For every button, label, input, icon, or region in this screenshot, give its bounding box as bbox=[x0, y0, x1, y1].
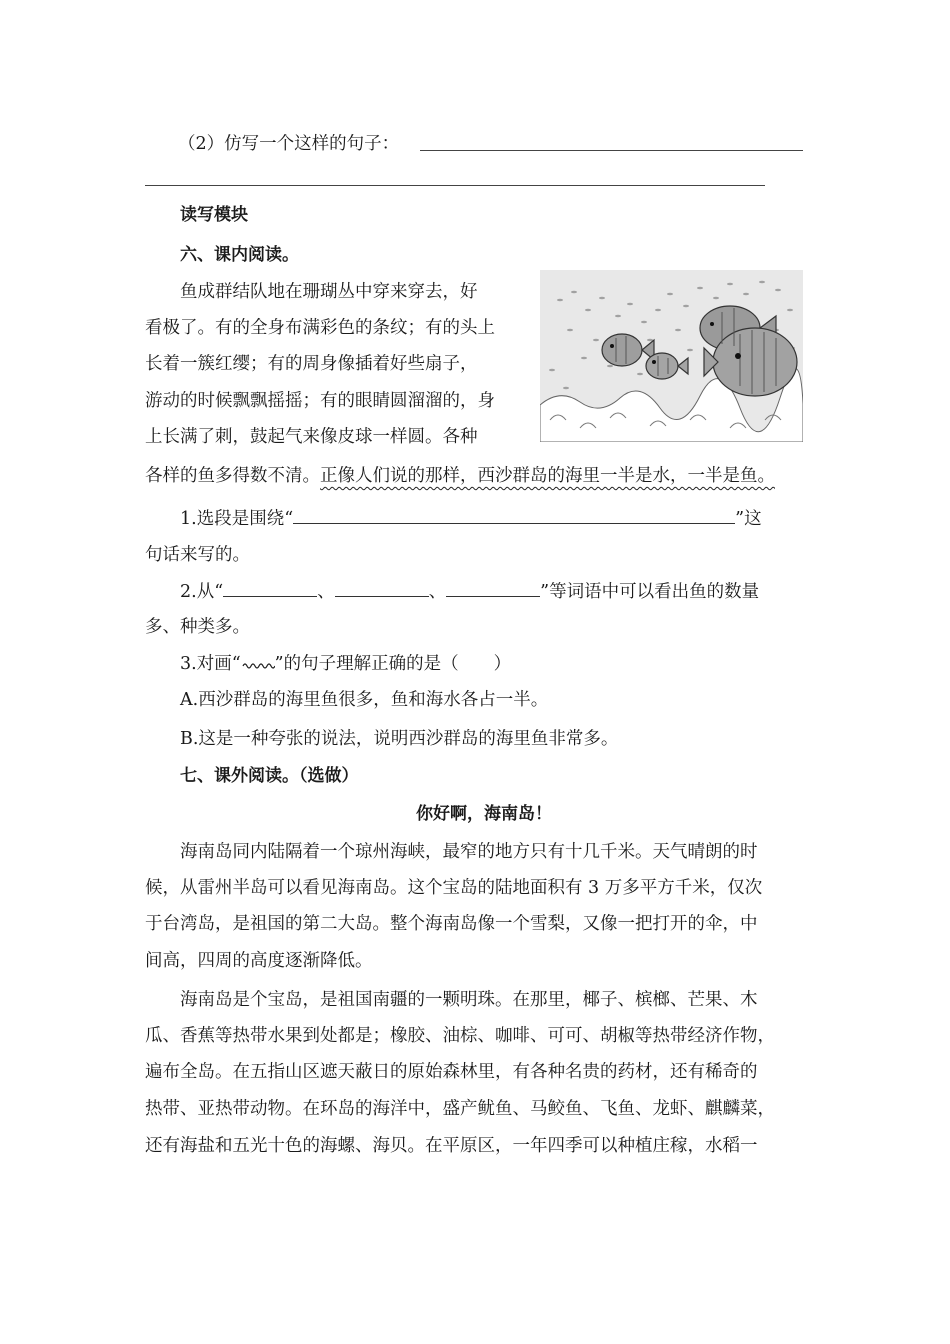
story-line-5: 海南岛是个宝岛，是祖国南疆的一颗明珠。在那里，椰子、槟榔、芒果、木 bbox=[180, 990, 758, 1010]
wavy-underlined-sentence: 正像人们说的那样，西沙群岛的海里一半是水，一半是鱼。 bbox=[320, 466, 775, 486]
story-line-3: 于台湾岛，是祖国的第二大岛。整个海南岛像一个雪梨，又像一把打开的伞，中 bbox=[145, 914, 758, 934]
question-1-cont: 句话来写的。 bbox=[145, 545, 250, 565]
story-line-1: 海南岛同内陆隔着一个琼州海峡，最窄的地方只有十几千米。天气晴朗的时 bbox=[180, 842, 758, 862]
story-line-6: 瓜、香蕉等热带水果到处都是；橡胶、油棕、咖啡、可可、胡椒等热带经济作物， bbox=[145, 1026, 775, 1046]
question-2-suffix: ”等词语中可以看出鱼的数量 bbox=[540, 582, 760, 602]
question-3-suffix: ”的句子理解正确的是（ ） bbox=[274, 654, 512, 674]
passage-line-5: 上长满了刺，鼓起气来像皮球一样圆。各种 bbox=[145, 427, 478, 447]
question-2-blank-3[interactable] bbox=[446, 578, 540, 597]
question-2-blank-1[interactable] bbox=[223, 578, 317, 597]
answer-line-1[interactable] bbox=[420, 150, 803, 151]
section-7-title: 七、课外阅读。（选做） bbox=[180, 766, 359, 786]
story-line-8: 热带、亚热带动物。在环岛的海洋中，盛产鱿鱼、马鲛鱼、飞鱼、龙虾、麒麟菜， bbox=[145, 1099, 775, 1119]
question-1-prefix: 1.选段是围绕“ bbox=[180, 509, 294, 529]
fish-coral-illustration bbox=[540, 270, 803, 442]
question-3-prefix: 3.对画“ bbox=[180, 654, 241, 674]
question-2-cont: 多、种类多。 bbox=[145, 617, 250, 637]
question-1-blank[interactable] bbox=[293, 505, 735, 524]
option-a[interactable]: A.西沙群岛的海里鱼很多，鱼和海水各占一半。 bbox=[180, 690, 549, 710]
question-2-sep-2: 、 bbox=[428, 582, 447, 602]
story-line-2: 候，从雷州半岛可以看见海南岛。这个宝岛的陆地面积有 3 万多平方千米，仅次 bbox=[145, 878, 763, 898]
imitation-question: （2）仿写一个这样的句子： bbox=[178, 134, 400, 154]
question-2 bbox=[180, 578, 759, 604]
question-2-prefix: 2.从“ bbox=[180, 582, 224, 602]
story-title: 你好啊，海南岛！ bbox=[416, 804, 552, 824]
question-1 bbox=[180, 505, 762, 531]
module-title: 读写模块 bbox=[180, 205, 248, 225]
passage-line-6-plain: 各样的鱼多得数不清。 bbox=[145, 466, 320, 486]
section-6-title: 六、课内阅读。 bbox=[180, 245, 299, 265]
question-2-blank-2[interactable] bbox=[335, 578, 429, 597]
question-3 bbox=[180, 652, 511, 676]
story-line-4: 间高，四周的高度逐渐降低。 bbox=[145, 951, 373, 971]
passage-line-2: 看极了。有的全身布满彩色的条纹；有的头上 bbox=[145, 318, 495, 338]
option-b[interactable]: B.这是一种夸张的说法，说明西沙群岛的海里鱼非常多。 bbox=[180, 729, 619, 749]
answer-line-2[interactable] bbox=[145, 185, 765, 186]
passage-line-6 bbox=[145, 464, 775, 488]
story-line-7: 遍布全岛。在五指山区遮天蔽日的原始森林里，有各种名贵的药材，还有稀奇的 bbox=[145, 1062, 758, 1082]
passage-line-3: 长着一簇红缨；有的周身像插着好些扇子， bbox=[145, 354, 478, 374]
passage-line-1: 鱼成群结队地在珊瑚丛中穿来穿去，好 bbox=[180, 282, 478, 302]
story-line-9: 还有海盐和五光十色的海螺、海贝。在平原区，一年四季可以种植庄稼，水稻一 bbox=[145, 1136, 758, 1156]
question-2-sep-1: 、 bbox=[317, 582, 335, 602]
passage-line-4: 游动的时候飘飘摇摇；有的眼睛圆溜溜的，身 bbox=[145, 391, 495, 411]
wavy-line-icon bbox=[241, 659, 275, 669]
question-1-suffix: ”这 bbox=[735, 509, 762, 529]
